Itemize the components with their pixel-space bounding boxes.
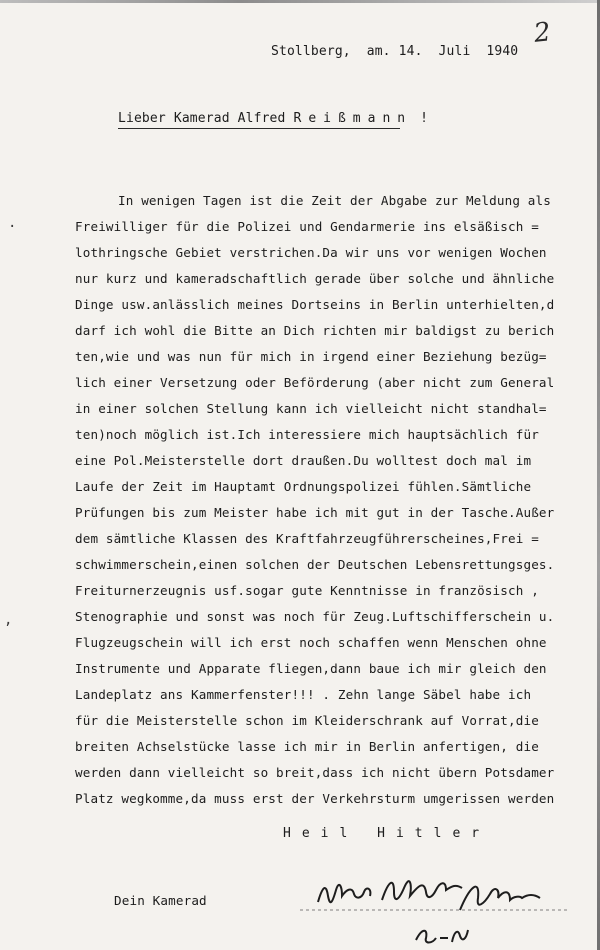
body-line: dem sämtliche Klassen des Kraftfahrzeugführerscheines,Frei = (75, 531, 539, 546)
body-line: werden dann vielleicht so breit,dass ich nicht übern Potsdamer (75, 765, 555, 780)
body-line: Instrumente und Apparate fliegen,dann baue ich mir gleich den (75, 661, 547, 676)
body-line: Landeplatz ans Kammerfenster!!! . Zehn lange Säbel habe ich (75, 687, 532, 702)
body-line: In wenigen Tagen ist die Zeit der Abgabe zur Meldung als (118, 193, 551, 208)
body-line: nur kurz und kameradschaftlich gerade über solche und ähnliche (75, 271, 555, 286)
body-line: lothringsche Gebiet verstrichen.Da wir uns vor wenigen Wochen (75, 245, 547, 260)
body-line: Stenographie und sonst was noch für Zeug.Luftschifferschein u. (75, 609, 555, 624)
salutation-name: Reißmann (293, 111, 413, 126)
body-line: lich einer Versetzung oder Beförderung (aber nicht zum General (75, 375, 555, 390)
closing-greeting: Heil Hitler (283, 826, 491, 841)
page-number: 2 (532, 17, 553, 49)
body-line: eine Pol.Meisterstelle dort draußen.Du wolltest doch mal im (75, 453, 532, 468)
body-line: Freiwilliger für die Polizei und Gendarmerie ins elsäßisch = (75, 219, 539, 234)
body-line: schwimmerschein,einen solchen der Deutschen Lebensrettungsges. (75, 557, 555, 572)
margin-mark: . (8, 215, 17, 231)
body-line: Prüfungen bis zum Meister habe ich mit gut in der Tasche.Außer (75, 505, 555, 520)
body-line: Freiturnerzeugnis usf.sogar gute Kenntnisse in französisch , (75, 583, 539, 598)
body-line: ten)noch möglich ist.Ich interessiere mich hauptsächlich für (75, 427, 539, 442)
body-line: Dinge usw.anlässlich meines Dortseins in Berlin unterhielten,d (75, 297, 555, 312)
margin-mark: , (4, 612, 13, 628)
salutation-prefix: Lieber Kamerad Alfred (118, 111, 294, 126)
body-line: breiten Achselstücke lasse ich mir in Berlin anfertigen, die (75, 739, 539, 754)
handwritten-signature (290, 850, 590, 950)
body-line: Flugzeugschein will ich erst noch schaffen wenn Menschen ohne (75, 635, 547, 650)
place-date: Stollberg, am. 14. Juli 1940 (271, 44, 519, 59)
body-line: in einer solchen Stellung kann ich vielleicht nicht standhal= (75, 401, 547, 416)
scan-edge-top (0, 0, 600, 3)
body-line: Platz wegkomme,da muss erst der Verkehrsturm umgerissen werden (75, 791, 555, 806)
salutation-suffix: ! (412, 111, 429, 126)
body-line: für die Meisterstelle schon im Kleiderschrank auf Vorrat,die (75, 713, 539, 728)
salutation-underline (118, 128, 400, 129)
sign-off: Dein Kamerad (114, 893, 207, 908)
body-line: ten,wie und was nun für mich in irgend einer Beziehung bezüg= (75, 349, 547, 364)
body-line: Laufe der Zeit im Hauptamt Ordnungspolizei fühlen.Sämtliche (75, 479, 532, 494)
salutation (118, 111, 428, 127)
body-line: darf ich wohl die Bitte an Dich richten mir baldigst zu berich (75, 323, 555, 338)
